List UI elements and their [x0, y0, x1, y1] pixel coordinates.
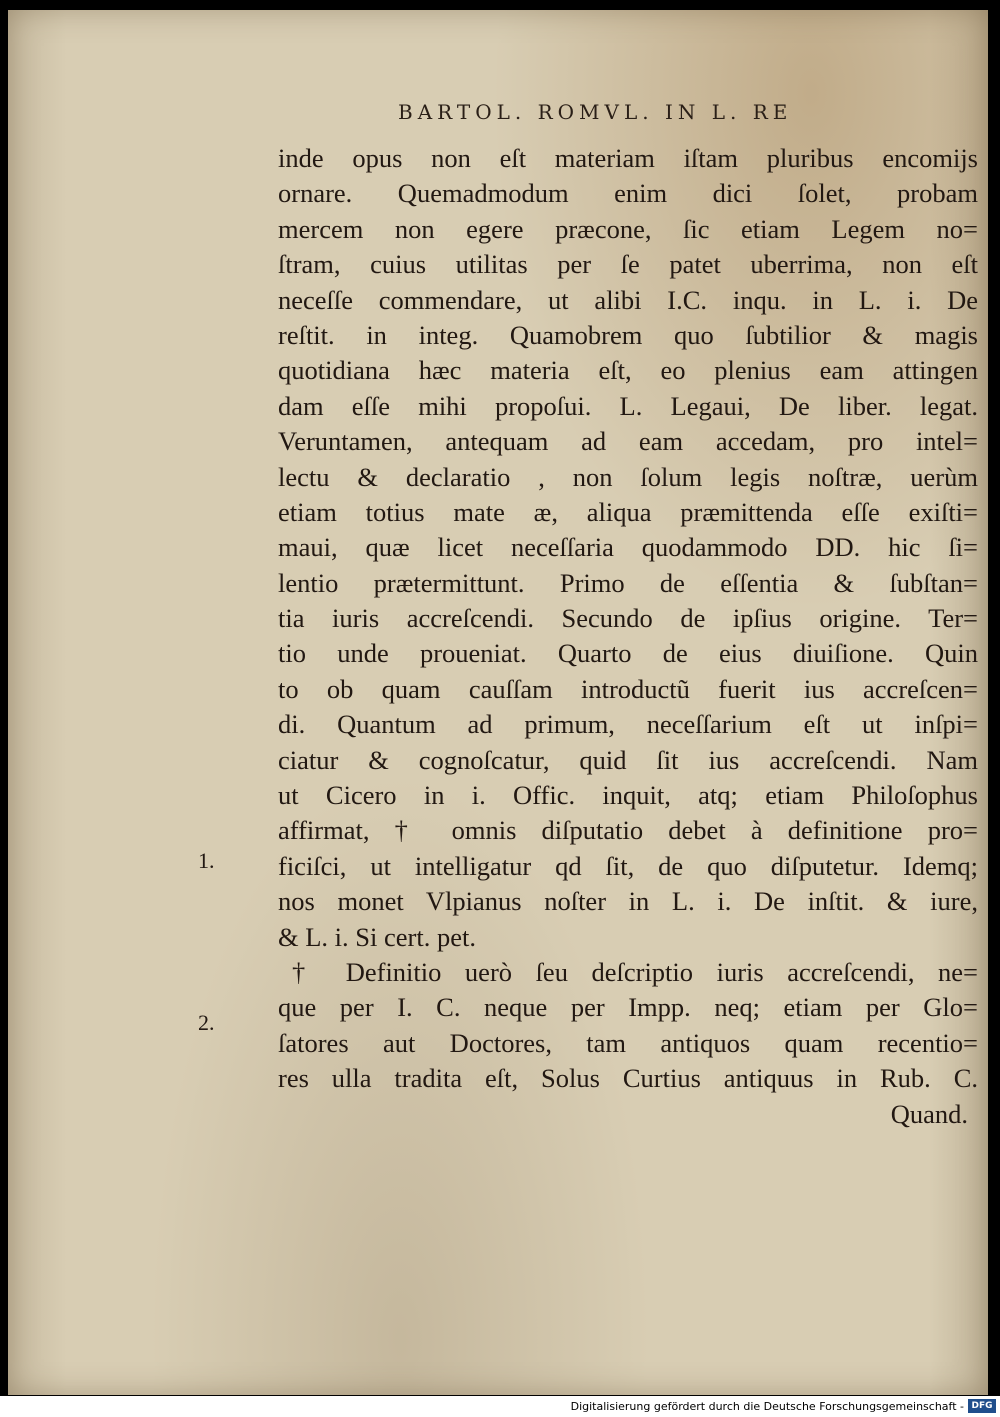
margin-number-1: 1. — [198, 848, 215, 873]
text-line: † Definitio uerò ſeu deſcriptio iuris accreſcendi, ne= — [292, 956, 978, 987]
text-line: lectu & declaratio , non ſolum legis noſtræ, uerùm — [278, 461, 978, 492]
margin-number-2: 2. — [198, 1010, 215, 1035]
text-line: maui, quæ licet neceſſaria quodammodo DD. hic ſi= — [278, 532, 978, 563]
body-text — [278, 141, 978, 1132]
text-line: ut Cicero in i. Offic. inquit, atq; etiam Philoſophus — [278, 780, 978, 811]
digitization-footer — [0, 1396, 1000, 1417]
text-line: res ulla tradita eſt, Solus Curtius antiquus in Rub. C. — [278, 1063, 978, 1094]
running-header: BARTOL. ROMVL. IN L. RE — [398, 100, 793, 124]
text-line: Veruntamen, antequam ad eam accedam, pro intel= — [278, 426, 978, 457]
text-line: que per I. C. neque per Impp. neq; etiam per Glo= — [278, 992, 978, 1023]
text-line: dam eſſe mihi propoſui. L. Legaui, De liber. legat. — [278, 390, 978, 421]
text-line: mercem non egere præcone, ſic etiam Legem no= — [278, 213, 978, 244]
text-line: reſtit. in integ. Quamobrem quo ſubtilior & magis — [278, 319, 978, 350]
text-line: quotidiana hæc materia eſt, eo plenius eam attingen — [278, 355, 978, 386]
text-line: lentio prætermittunt. Primo de eſſentia & ſubſtan= — [278, 567, 978, 598]
text-line: di. Quantum ad primum, neceſſarium eſt ut inſpi= — [278, 709, 978, 740]
dfg-logo: DFG — [968, 1399, 996, 1413]
text-line: ſtram, cuius utilitas per ſe patet uberrima, non eſt — [278, 249, 978, 280]
text-line: etiam totius mate æ, aliqua præmittenda eſſe exiſti= — [278, 496, 978, 527]
funding-notice: Digitalisierung gefördert durch die Deutsche Forschungsgemeinschaft - — [570, 1400, 964, 1413]
text-line: affirmat, † omnis diſputatio debet à definitione pro= — [278, 815, 978, 846]
text-line: ornare. Quemadmodum enim dici ſolet, probam — [278, 178, 978, 209]
text-line: & L. i. Si cert. pet. — [278, 921, 476, 952]
text-line: tia iuris accreſcendi. Secundo de ipſius origine. Ter= — [278, 603, 978, 634]
text-line: nos monet Vlpianus noſter in L. i. De inſtit. & iure, — [278, 886, 978, 917]
text-line: ſatores aut Doctores, tam antiquos quam recentio= — [278, 1027, 978, 1058]
text-line: neceſſe commendare, ut alibi I.C. inqu. in L. i. De — [278, 284, 978, 315]
text-line: to ob quam cauſſam introductũ fuerit ius accreſcen= — [278, 673, 978, 704]
catchword: Quand. — [890, 1098, 968, 1129]
text-line: inde opus non eſt materiam iſtam pluribus encomijs — [278, 143, 978, 173]
book-page — [8, 10, 988, 1395]
text-line: ficiſci, ut intelligatur qd ſit, de quo diſputetur. Idemq; — [278, 850, 978, 881]
text-line: tio unde proueniat. Quarto de eius diuiſione. Quin — [278, 638, 978, 669]
text-line: ciatur & cognoſcatur, quid ſit ius accreſcendi. Nam — [278, 744, 978, 775]
